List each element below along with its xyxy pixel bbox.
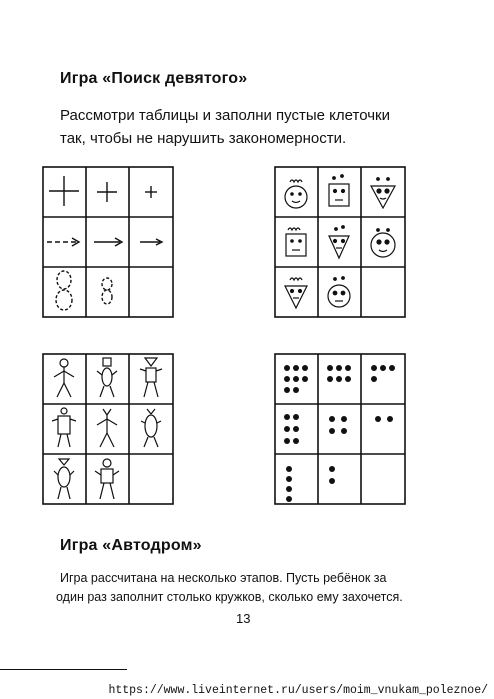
oval-figure-icon: [54, 459, 74, 499]
dashed-arrow-icon: [47, 238, 79, 246]
dots-2-icon-2: [329, 466, 335, 484]
eight-large-icon: [56, 271, 72, 310]
stick-figure-icon: [54, 359, 74, 397]
cross-small-icon: [145, 186, 157, 198]
triangle-face-icon-2: [329, 226, 349, 258]
dots-4-icon-3: [286, 466, 292, 502]
instruction-line-1: Рассмотри таблицы и заполни пустые клеточки: [60, 107, 390, 124]
dots-6-icon: [327, 365, 351, 382]
dots-2-icon: [375, 416, 393, 422]
square-body-figure-icon: [52, 408, 76, 447]
game2-text-line-2: один раз заполнит столько кружков, сколько ему захочется.: [56, 590, 403, 604]
puzzle-grid-dots: [274, 353, 404, 503]
page-number: 13: [236, 611, 251, 626]
plain-figure-icon: [97, 409, 117, 447]
oval-body-figure-icon: [141, 409, 161, 447]
eight-small-icon: [102, 278, 112, 304]
instruction-line-2: так, чтобы не нарушить закономерности.: [60, 130, 347, 147]
game2-title: Игра «Автодром»: [60, 537, 202, 554]
triangle-face-icon: [371, 178, 395, 208]
triangle-face-curls-icon: [285, 278, 307, 308]
puzzle-grid-figures: [42, 353, 172, 503]
dots-8-icon: [284, 365, 308, 393]
short-arrow-icon: [140, 239, 162, 245]
cross-large-icon: [49, 176, 79, 206]
circle-face-icon: [285, 180, 307, 208]
dots-4-icon-2: [329, 416, 347, 434]
footer-url-link[interactable]: https://www.liveinternet.ru/users/moim_vnukam_poleznoe/: [108, 684, 488, 697]
game2-text: [56, 569, 403, 607]
square-face-icon: [329, 175, 349, 206]
circle-face-icon-2: [371, 229, 395, 257]
puzzle-grid-crosses: [42, 166, 172, 316]
dots-6-icon-2: [284, 414, 299, 444]
game1-instruction: [60, 104, 390, 150]
puzzle-grid-faces: [274, 166, 404, 316]
cross-medium-icon: [97, 182, 117, 202]
circle-face-icon-3: [328, 277, 350, 307]
arrow-icon: [94, 238, 122, 246]
triangle-body-figure-icon: [95, 459, 119, 499]
triangle-head-figure-icon: [140, 358, 162, 397]
dots-4-icon: [371, 365, 395, 382]
square-head-figure-icon: [97, 358, 117, 397]
game2-text-line-1: Игра рассчитана на несколько этапов. Пусть ребёнок за: [60, 571, 387, 585]
game1-title: Игра «Поиск девятого»: [60, 70, 248, 87]
footnote-divider: [0, 669, 127, 670]
square-face-curls-icon: [286, 228, 306, 256]
